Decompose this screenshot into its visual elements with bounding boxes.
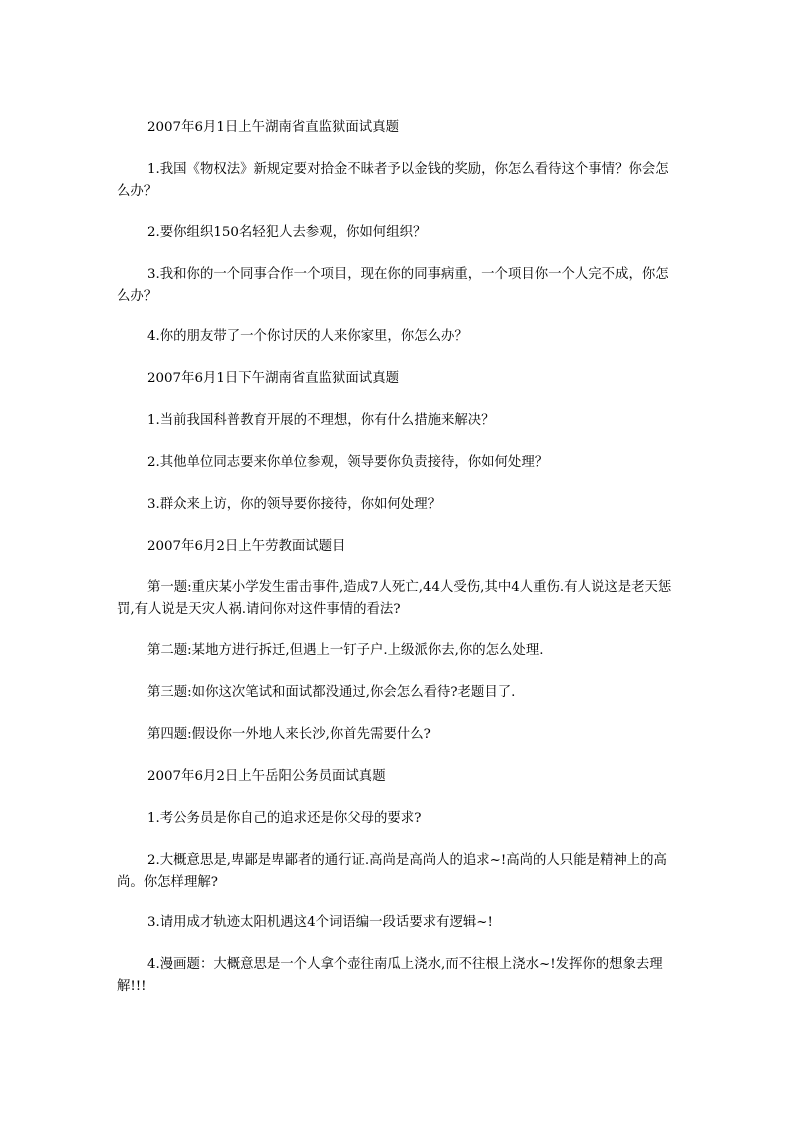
question-paragraph: 1.我国《物权法》新规定要对拾金不昧者予以金钱的奖励，你怎么看待这个事情？你会怎么办？ (117, 162, 669, 199)
question-paragraph: 4.漫画题：大概意思是一个人拿个壶往南瓜上浇水,而不往根上浇水~!发挥你的想象去理解!!! (117, 957, 663, 994)
question-paragraph: 第二题:某地方进行拆迁,但遇上一钉子户.上级派你去,你的怎么处理. (147, 643, 544, 658)
question-paragraph: 1.考公务员是你自己的追求还是你父母的要求? (147, 811, 422, 826)
question-paragraph: 3.群众来上访，你的领导要你接待，你如何处理？ (147, 497, 441, 512)
question-paragraph: 第三题:如你这次笔试和面试都没通过,你会怎么看待?老题目了. (147, 685, 516, 700)
question-paragraph: 2.要你组织150名轻犯人去参观，你如何组织？ (147, 225, 427, 240)
question-paragraph: 3.我和你的一个同事合作一个项目，现在你的同事病重，一个项目你一个人完不成，你怎么办？ (117, 267, 669, 304)
question-paragraph: 4.你的朋友带了一个你讨厌的人来你家里，你怎么办？ (147, 329, 468, 344)
question-paragraph: 3.请用成才轨迹太阳机遇这4个词语编一段话要求有逻辑~! (147, 915, 493, 930)
question-paragraph: 1.当前我国科普教育开展的不理想，你有什么措施来解决？ (147, 413, 495, 428)
question-paragraph: 2.其他单位同志要来你单位参观，领导要你负责接待，你如何处理？ (147, 455, 549, 470)
section-heading: 2007年6月1日下午湖南省直监狱面试真题 (147, 371, 399, 386)
question-paragraph: 第四题:假设你一外地人来长沙,你首先需要什么? (147, 727, 431, 742)
section-heading: 2007年6月2日上午劳教面试题目 (147, 539, 346, 554)
section-heading: 2007年6月2日上午岳阳公务员面试真题 (147, 769, 386, 784)
section-heading: 2007年6月1日上午湖南省直监狱面试真题 (147, 120, 399, 135)
question-paragraph: 第一题:重庆某小学发生雷击事件,造成7人死亡,44人受伤,其中4人重伤.有人说这是老天惩罚,有人说是天灾人祸.请问你对这件事情的看法? (117, 580, 672, 617)
question-paragraph: 2.大概意思是,卑鄙是卑鄙者的通行证.高尚是高尚人的追求~!高尚的人只能是精神上的高尚。你怎样理解? (117, 853, 667, 890)
